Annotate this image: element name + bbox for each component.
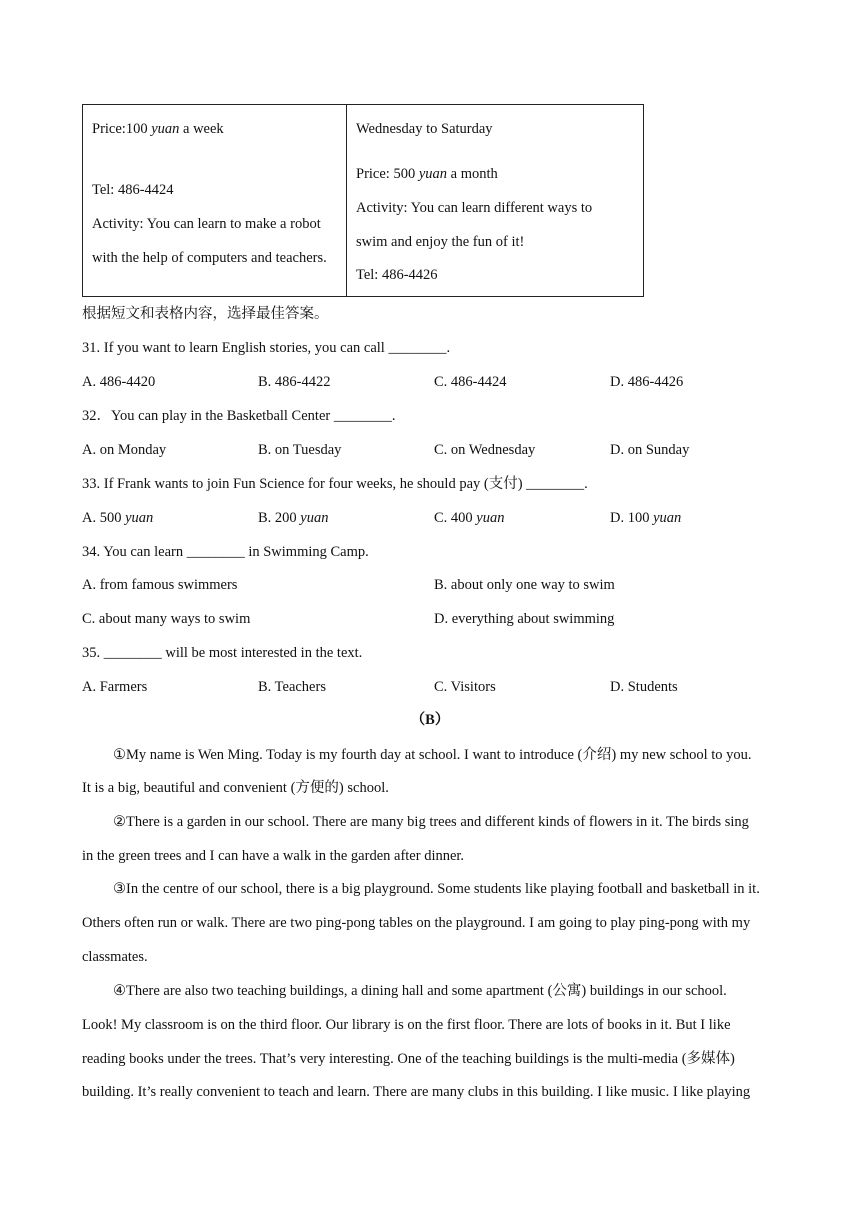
instruction: 根据短文和表格内容，选择最佳答案。: [82, 306, 329, 322]
question-33-option-b: B. 200 yuan: [258, 510, 329, 526]
passage-para1-line1: ①My name is Wen Ming. Today is my fourth day at school. I want to introduce (介绍) my new school to you.: [113, 747, 752, 763]
passage-para4-line2: Look! My classroom is on the third floor. Our library is on the first floor. There are lots of books in it. But I like: [82, 1017, 731, 1033]
swimming-camp-price: Price: 500 yuan a month: [356, 166, 498, 182]
passage-para4-line3: reading books under the trees. That’s very interesting. One of the teaching buildings is the multi-media (多媒体): [82, 1051, 735, 1067]
question-34-option-d: D. everything about swimming: [434, 611, 615, 627]
passage-para2-line1: ②There is a garden in our school. There are many big trees and different kinds of flowers in it. The birds sing: [113, 814, 749, 830]
question-32-stem: 32．You can play in the Basketball Center ________.: [82, 408, 396, 424]
question-35-stem: 35. ________ will be most interested in the text.: [82, 645, 363, 661]
question-32-option-a: A. on Monday: [82, 442, 167, 458]
passage-para1-line2: It is a big, beautiful and convenient (方便的) school.: [82, 780, 389, 796]
question-33-option-c: C. 400 yuan: [434, 510, 505, 526]
question-35-option-d: D. Students: [610, 679, 678, 695]
question-32-option-c: C. on Wednesday: [434, 442, 536, 458]
question-31-stem: 31. If you want to learn English stories, you can call ________.: [82, 340, 451, 356]
passage-para4-line1: ④There are also two teaching buildings, a dining hall and some apartment (公寓) buildings in our school.: [113, 983, 727, 999]
question-33-stem: 33. If Frank wants to join Fun Science for four weeks, he should pay (支付) ________.: [82, 476, 588, 492]
question-35-option-b: B. Teachers: [258, 679, 326, 695]
robot-club-cell: [83, 105, 347, 297]
question-33-option-a: A. 500 yuan: [82, 510, 154, 526]
passage-para3-line2: Others often run or walk. There are two ping-pong tables on the playground. I am going to play ping-pong with my: [82, 915, 751, 931]
swimming-camp-days: Wednesday to Saturday: [356, 121, 493, 137]
question-34-option-b: B. about only one way to swim: [434, 577, 615, 593]
swimming-camp-activity-line1: Activity: You can learn different ways to: [356, 200, 593, 216]
question-32-option-b: B. on Tuesday: [258, 442, 342, 458]
question-31-option-a: A. 486-4420: [82, 374, 156, 390]
question-31-option-d: D. 486-4426: [610, 374, 684, 390]
robot-club-activity-line2: with the help of computers and teachers.: [92, 250, 327, 266]
swimming-camp-cell: [347, 105, 644, 297]
question-35-option-a: A. Farmers: [82, 679, 148, 695]
swimming-camp-tel: Tel: 486-4426: [356, 267, 438, 283]
question-34-stem: 34. You can learn ________ in Swimming Camp.: [82, 544, 369, 560]
swimming-camp-activity-line2: swim and enjoy the fun of it!: [356, 234, 525, 250]
question-34-option-a: A. from famous swimmers: [82, 577, 238, 593]
info-table: [82, 104, 644, 297]
robot-club-activity-line1: Activity: You can learn to make a robot: [92, 216, 321, 232]
passage-para3-line3: classmates.: [82, 949, 148, 965]
passage-para2-line2: in the green trees and I can have a walk in the garden after dinner.: [82, 848, 465, 864]
question-31-option-b: B. 486-4422: [258, 374, 331, 390]
passage-para3-line1: ③In the centre of our school, there is a big playground. Some students like playing football and basketball in it.: [113, 881, 760, 897]
robot-club-price: Price:100 yuan a week: [92, 121, 224, 137]
question-33-option-d: D. 100 yuan: [610, 510, 682, 526]
passage-para4-line4: building. It’s really convenient to teach and learn. There are many clubs in this building. I like music. I like playing: [82, 1084, 751, 1100]
section-heading: （B）: [410, 712, 450, 728]
question-31-option-c: C. 486-4424: [434, 374, 507, 390]
robot-club-tel: Tel: 486-4424: [92, 182, 174, 198]
question-32-option-d: D. on Sunday: [610, 442, 690, 458]
question-34-option-c: C. about many ways to swim: [82, 611, 251, 627]
question-35-option-c: C. Visitors: [434, 679, 496, 695]
